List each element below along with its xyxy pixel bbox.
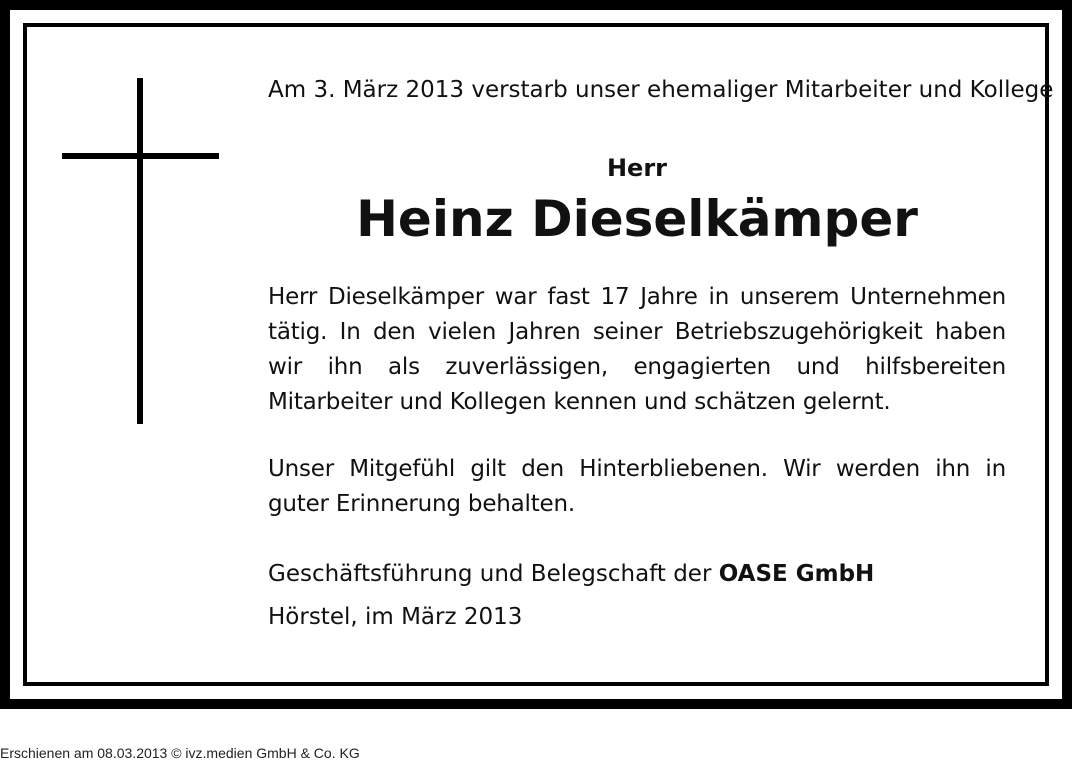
intro-line: Am 3. März 2013 verstarb unser ehemaliger Mitarbeiter und Kollege — [268, 77, 1054, 103]
signature-line — [268, 557, 1006, 592]
deceased-name: Heinz Dieselkämper — [356, 190, 918, 248]
cross-icon-vertical-bar — [137, 78, 143, 424]
tribute-paragraph: Herr Dieselkämper war fast 17 Jahre in unserem Unternehmen tätig. In den vielen Jahren seiner Betriebszugehörigkeit haben wir ihn als zuverlässigen, engagierten und hilfsbereiten Mitarbeiter und Kollegen kennen und schätzen gelernt. — [268, 284, 1006, 415]
condolence-paragraph: Unser Mitgefühl gilt den Hinterbliebenen. Wir werden ihn in guter Erinnerung behalten. — [268, 456, 1006, 517]
cross-icon-horizontal-bar — [62, 153, 219, 159]
salutation: Herr — [606, 154, 668, 182]
publication-footer: Erschienen am 08.03.2013 © ivz.medien GmbH & Co. KG — [0, 745, 360, 761]
signature-prefix: Geschäftsführung und Belegschaft der — [268, 561, 719, 587]
company-name: OASE GmbH — [718, 561, 875, 587]
place-date: Hörstel, im März 2013 — [268, 604, 523, 630]
